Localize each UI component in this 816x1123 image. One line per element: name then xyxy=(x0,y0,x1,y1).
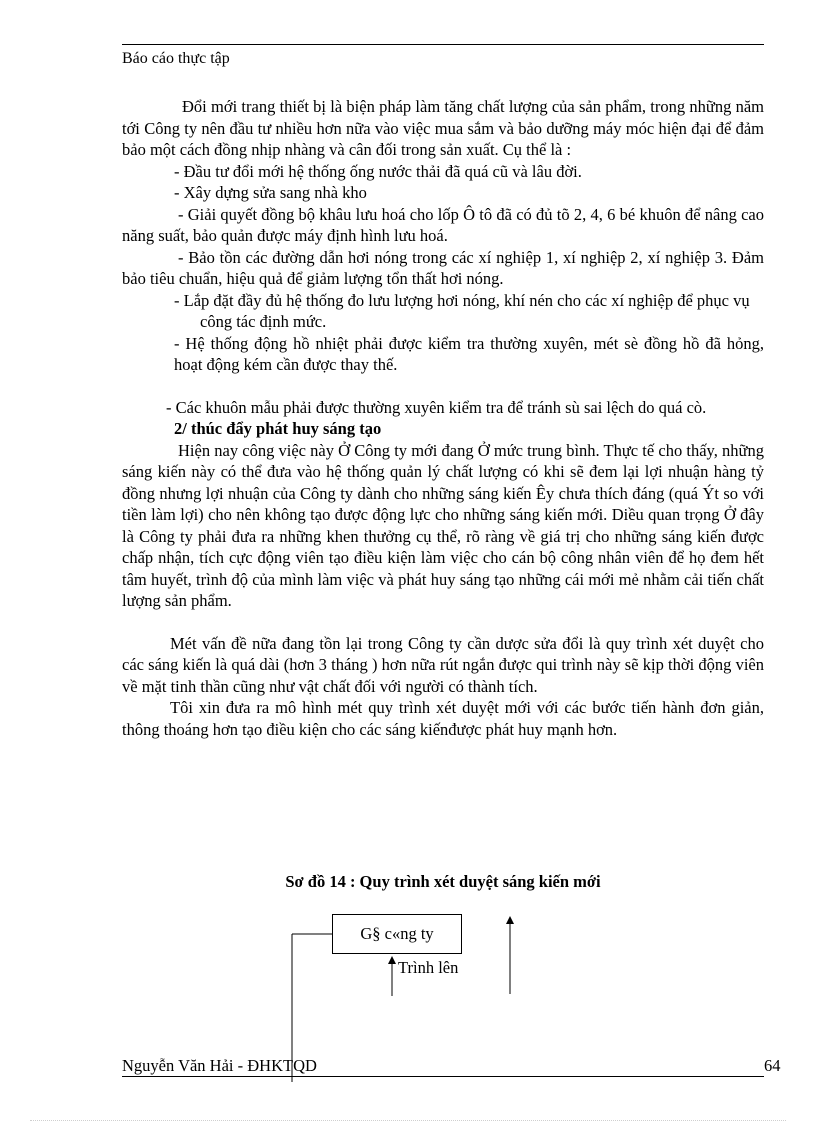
diagram-title: Sơ đồ 14 : Quy trình xét duyệt sáng kiến mới xyxy=(285,872,601,891)
list-item: - Lắp đặt đầy đủ hệ thống đo lưu lượng hơi nóng, khí nén cho các xí nghiệp để phục vụ công tác định mức. xyxy=(174,290,750,331)
header-title: Báo cáo thực tập xyxy=(122,50,230,67)
list-item: - Các khuôn mẫu phải được thường xuyên kiểm tra để tránh sù sai lệch do quá cò. xyxy=(166,397,707,417)
list-item: - Xây dựng sửa sang nhà kho xyxy=(174,183,367,202)
footer-author: Nguyễn Văn Hải - ĐHKTQD xyxy=(122,1056,317,1075)
diagram-box-company-director: G§ c«ng ty xyxy=(332,914,462,954)
arrowhead xyxy=(506,916,514,924)
list-item: - Giải quyết đồng bộ khâu lưu hoá cho lốp Ô tô đã có đủ tõ 2, 4, 6 bé khuôn để nâng cao năng suất, bảo quản được máy định hình lưu hoá. xyxy=(122,204,764,245)
page-edge xyxy=(30,1120,786,1121)
paragraph: Tôi xin đưa ra mô hình mét quy trình xét duyệt mới với các bước tiến hành đơn giản, thông thoáng hơn tạo điều kiện cho các sáng kiếnđược phát huy mạnh hơn. xyxy=(122,698,764,739)
paragraph: Hiện nay công việc này Ở Công ty mới đang Ở mức trung bình. Thực tế cho thấy, những sáng kiến này có thể đưa vào hệ thống quản lý chất lượng có khi sẽ đem lại lợi nhuận hàng tỷ đồng nhưng lợi nhuận của Công ty dành cho những sáng kiến Êy chưa thích đáng (quá Ýt so với tiền làm lợi) cho nên không tạo được động lực cho những sáng kiến mới. Diều quan trọng Ở đây là Công ty phải đưa ra những khen thưởng cụ thể, rõ ràng về giá trị cho những sáng kiến được chấp nhận, tích cực động viên tạo điều kiện làm việc cho cán bộ công nhân viên để họ đem hết tâm huyết, trình độ của mình làm việc và phát huy sáng tạo những cái mới mẻ nhằm cải tiến chất lượng sản phẩm. xyxy=(122,440,764,610)
paragraph-intro: Đổi mới trang thiết bị là biện pháp làm tăng chất lượng của sản phẩm, trong những năm tới Công ty nên đầu tư nhiều hơn nữa vào việc mua sắm và bảo dưỡng máy móc hiện đại để đảm bảo một cách đồng nhịp nhàng và cân đối trong sản xuất. Cụ thể là : xyxy=(122,97,764,159)
paragraph: Mét vấn đề nữa đang tồn lại trong Công ty cần dược sửa đổi là quy trình xét duyệt cho các sáng kiến là quá dài (hơn 3 tháng ) hơn nữa rút ngắn được qui trình này sẽ kịp thời động viên về mặt tinh thần cũng như vật chất đối với người có thành tích. xyxy=(122,633,764,696)
list-item: - Đầu tư đổi mới hệ thống ống nước thải đã quá cũ và lâu đời. xyxy=(174,161,582,181)
section-heading: 2/ thúc đẩy phát huy sáng tạo xyxy=(174,419,382,438)
arrowhead xyxy=(388,956,396,964)
page-number: 64 xyxy=(764,1056,781,1075)
list-item: - Hệ thống động hồ nhiệt phải được kiểm tra thường xuyên, mét sè đồng hồ đã hỏng, hoạt động kém cần được thay thế. xyxy=(174,333,764,374)
arrow-label: Trình lên xyxy=(398,958,459,977)
footer-rule xyxy=(122,1076,764,1077)
list-item: - Bảo tồn các đường dẫn hơi nóng trong các xí nghiệp 1, xí nghiệp 2, xí nghiệp 3. Đảm bảo tiêu chuẩn, hiệu quả để giảm lượng tổn thất hơi nóng. xyxy=(122,247,764,288)
